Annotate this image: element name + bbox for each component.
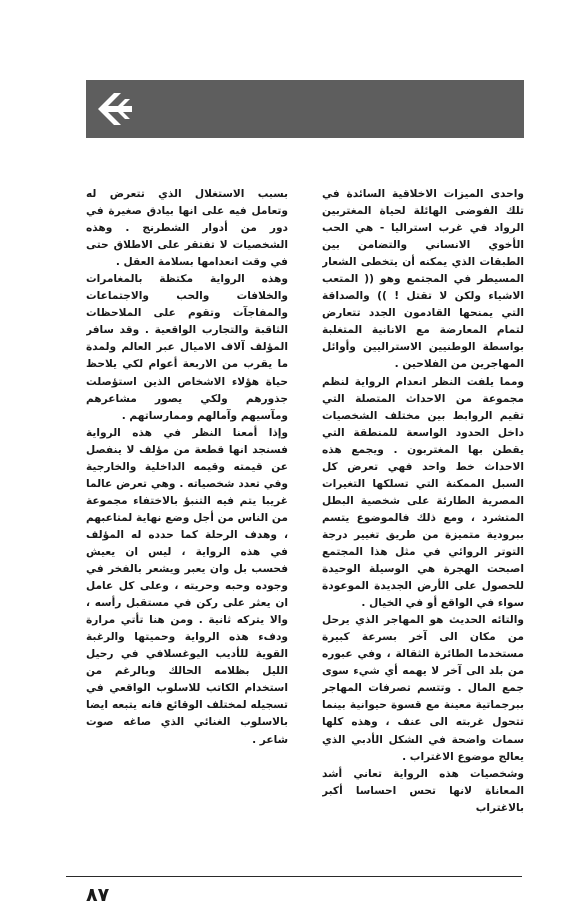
paragraph: ومما يلفت النظر انعدام الرواية لنظم مجموعة من الاحداث المتصلة التي تقيم الروابط بين مختلف الشخصيات داخل الحدود الواسعة للمنطقة التي يقطن بها المغتربون . ويجمع هذه الاحداث خط واحد فهي تعرض كل السبل الممكنة التي تسلكها التغيرات المصرية الطارئة على شخصية البطل المتشرد ، ومع ذلك فالموضوع يتسم ببرودية متميزة من طريق تغيير درجة التوتر الروائي في مثل هذا المجتمع اصبحت الهجرة هي الوسيلة الوحيدة للحصول على الأرض الجديدة الموعودة سواء في الواقع أو في الخيال . xyxy=(322,375,524,610)
article-column-left xyxy=(86,186,288,876)
paragraph: واحدى الميزات الاخلاقية السائدة في تلك الفوضى الهائلة لحياة المغتربين الرواد في غرب استراليا - هي الحب الأخوي الانساني والتضامن بين الطبقات الذي يمكنه أن يتخطى الشعار المسيطر في المجتمع وهو (( المتعب الاشياء ولكن لا تقتل ! )) والصداقة التي يمنحها القادمون الجدد تتعارض لتمام المعارضة مع الانانية المتغلبة بواسطة الوطنيين الاستراليين وأوائل المهاجرين من الفلاحين . xyxy=(322,188,524,371)
paragraph: بسبب الاستغلال الذي تتعرض له وتعامل فيه على انها بيادق صغيرة في دور من أدوار الشطرنج . وهذه الشخصيات لا تفتقر على الاطلاق حتى في وقت انعدامها بسلامة العقل . xyxy=(86,188,288,269)
paragraph: وإذا أمعنا النظر في هذه الرواية فسنجد انها قطعة من مؤلف لا ينفصل عن قيمته وقيمه الداخلية والخارجية وفي تعدد شخصياته . وهي تعرض عالما غريبا يتم فيه التنبؤ بالاختفاء مجموعة من الناس من أجل وضع نهاية لمتاعبهم ، وهدف الرحلة كما حدده له المؤلف في هذه الرواية ، ليس ان يعيش فحسب بل وان يعبر ويشعر بالفخر في وجوده وحبه وحريته ، وعلى كل عامل ان يعثر على ركن في مستقبل رأسه ، والا يتركه ثانية . ومن هنا تأتي مرارة ودفء هذه الرواية وحميتها والرغبة القوية للأديب اليوغسلافي في رحيل الليل بظلامه الحالك وبالرغم من استخدام الكاتب للاسلوب الواقعي في تسجيله لمختلف الوقائع فانه يتبعه ايضا بالاسلوب الغنائي الذي صاغه صوت شاعر . xyxy=(86,426,288,746)
page-number: ٨٧ xyxy=(86,884,110,906)
paragraph: والتائه الحديث هو المهاجر الذي يرحل من مكان الى آخر بسرعة كبيرة مستخدما الطائرة الثقالة ، وفي عبوره من بلد الى آخر لا يهمه أي شيء سوى جمع المال . وتتسم تصرفات المهاجر ببرجماتية معينة مع قسوة حيوانية بينما تتحول غربته الى عنف ، وهذه كلها سمات واضحة في الشكل الأدبي الذي يعالج موضوع الاغتراب . xyxy=(322,614,524,763)
paragraph: وهذه الرواية مكتظة بالمغامرات والخلافات والحب والاجتماعات والمفاجآت وتقوم على الملاحظات الثاقبة والتجارب الواقعية . وقد سافر المؤلف آلاف الاميال عبر العالم ولمدة ما يقرب من الاربعة أعوام لكي يلاحظ حياة هؤلاء الاشخاص الذين استؤصلت جذورهم ولكي يصور مشاعرهم ومآسيهم وآمالهم وممارساتهم . xyxy=(86,273,288,422)
article-column-right xyxy=(322,186,524,876)
chevron-arrow-icon xyxy=(94,88,136,130)
paragraph: وشخصيات هذه الرواية تعاني أشد المعاناة لانها تحس احساسا أكبر بالاغتراب xyxy=(322,767,524,814)
header-banner xyxy=(86,80,524,138)
footer-divider xyxy=(66,876,522,877)
article-columns xyxy=(86,186,524,876)
